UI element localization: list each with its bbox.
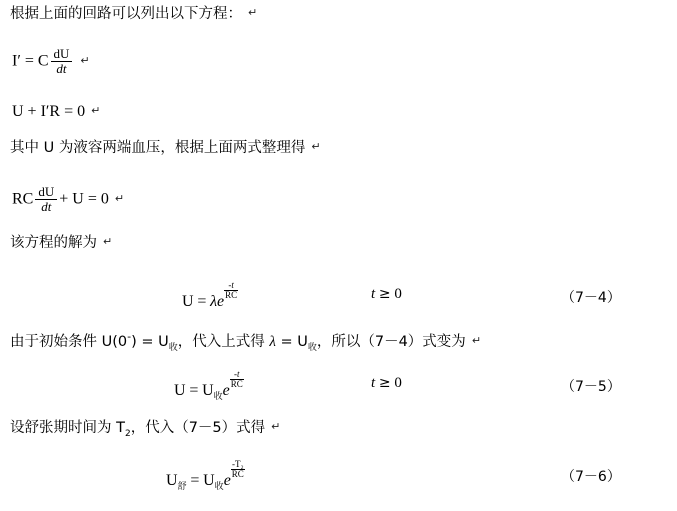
equation-7-4-condition xyxy=(371,286,402,303)
pilcrow-mark: ↵ xyxy=(271,420,281,433)
eq75-equals: = xyxy=(189,382,199,399)
pilcrow-mark: ↵ xyxy=(114,191,125,205)
eq75-cond-value: 0 xyxy=(394,375,402,391)
eq75-lhs: U xyxy=(174,382,186,399)
pilcrow-mark: ↵ xyxy=(80,53,90,67)
eq74-exponent xyxy=(224,281,238,300)
eq3-frac-denominator: dt xyxy=(41,198,52,214)
eq76-exp-denominator: RC xyxy=(231,469,244,479)
equation-1 xyxy=(12,48,90,76)
eq75-u-subscript: 收 xyxy=(213,392,223,402)
paragraph-initial-condition xyxy=(10,331,481,354)
solution-label-text: 该方程的解为 xyxy=(10,235,97,251)
where-u-text: 其中 U 为液容两端血压，根据上面两式整理得 xyxy=(10,140,306,156)
eq76-lhs-subscript: 舒 xyxy=(177,482,187,492)
eq75-exponent xyxy=(230,370,244,389)
initial-cond-lambda-symbol: λ xyxy=(269,334,276,350)
paragraph-where-u xyxy=(10,140,321,157)
eq76-exponent xyxy=(231,460,245,479)
eq76-equals: = xyxy=(190,472,200,489)
pilcrow-mark: ↵ xyxy=(248,6,258,19)
equation-7-6 xyxy=(166,459,245,493)
eq3-lhs: RC xyxy=(12,190,34,208)
eq75-base: e xyxy=(222,382,230,399)
initial-cond-mid: ) = U xyxy=(131,334,169,350)
pilcrow-mark: ↵ xyxy=(91,104,101,117)
eq3-frac-numerator: dU xyxy=(35,185,57,200)
eq1-fraction xyxy=(51,47,73,75)
eq74-cond-value: 0 xyxy=(394,286,402,302)
eq75-cond-var: t xyxy=(371,375,376,391)
eq75-u: U xyxy=(202,382,214,399)
equation-3 xyxy=(12,186,124,214)
eq2-text: U + I′R = 0 xyxy=(12,103,86,120)
eq1-lhs: I′ = C xyxy=(12,52,49,70)
equation-7-5-condition xyxy=(371,375,402,392)
equation-7-4-number: （7－4） xyxy=(561,290,621,306)
eq75-exp-numerator: -t xyxy=(230,370,244,380)
initial-cond-minus-sup: - xyxy=(127,330,132,343)
eq76-rhs-subscript: 收 xyxy=(214,482,224,492)
diastole-text-a: 设舒张期时间为 T xyxy=(10,420,125,436)
diastole-text-b: ，代入（7－5）式得 xyxy=(130,420,266,436)
initial-cond-tail: ，所以（7－4）式变为 xyxy=(316,334,466,350)
eq74-lhs: U xyxy=(182,293,194,310)
eq74-exp-numerator: -t xyxy=(224,281,238,291)
eq74-exp-denominator: RC xyxy=(225,290,238,300)
eq75-cond-relation: ≥ xyxy=(378,375,391,391)
equation-7-5-number: （7－5） xyxy=(561,379,621,395)
initial-cond-pre: 由于初始条件 U(0 xyxy=(10,334,128,350)
eq76-exp-numerator: -T₂ xyxy=(231,459,244,469)
equation-7-5 xyxy=(174,369,244,403)
eq75-exp-denominator: RC xyxy=(230,379,243,389)
initial-cond-lambda-eq: = U xyxy=(275,334,308,350)
eq76-base: e xyxy=(223,472,231,489)
eq74-equals: = xyxy=(197,293,207,310)
initial-cond-sub-1: 收 xyxy=(168,343,178,353)
eq3-fraction xyxy=(35,185,57,213)
paragraph-intro xyxy=(10,6,257,23)
pilcrow-mark: ↵ xyxy=(311,140,321,153)
eq76-lhs: U xyxy=(166,472,178,489)
diastole-subscript: 2 xyxy=(124,429,131,439)
equation-7-4 xyxy=(182,280,238,311)
eq3-rhs: + U = 0 xyxy=(59,190,109,208)
equation-7-6-number: （7－6） xyxy=(561,469,621,485)
paragraph-diastole xyxy=(10,420,280,440)
eq74-cond-relation: ≥ xyxy=(378,286,391,302)
eq76-rhs: U xyxy=(203,472,215,489)
initial-cond-after: ，代入上式得 xyxy=(177,334,270,350)
pilcrow-mark: ↵ xyxy=(103,235,113,248)
intro-text: 根据上面的回路可以列出以下方程： xyxy=(10,6,242,22)
equation-2 xyxy=(12,103,100,121)
eq1-frac-denominator: dt xyxy=(56,60,67,76)
eq74-lambda: λ xyxy=(210,293,218,310)
paragraph-solution-label xyxy=(10,235,112,252)
eq74-cond-var: t xyxy=(371,286,376,302)
pilcrow-mark: ↵ xyxy=(471,334,482,347)
eq1-frac-numerator: dU xyxy=(51,47,73,62)
eq74-base: e xyxy=(217,293,225,310)
initial-cond-sub-2: 收 xyxy=(307,343,317,353)
